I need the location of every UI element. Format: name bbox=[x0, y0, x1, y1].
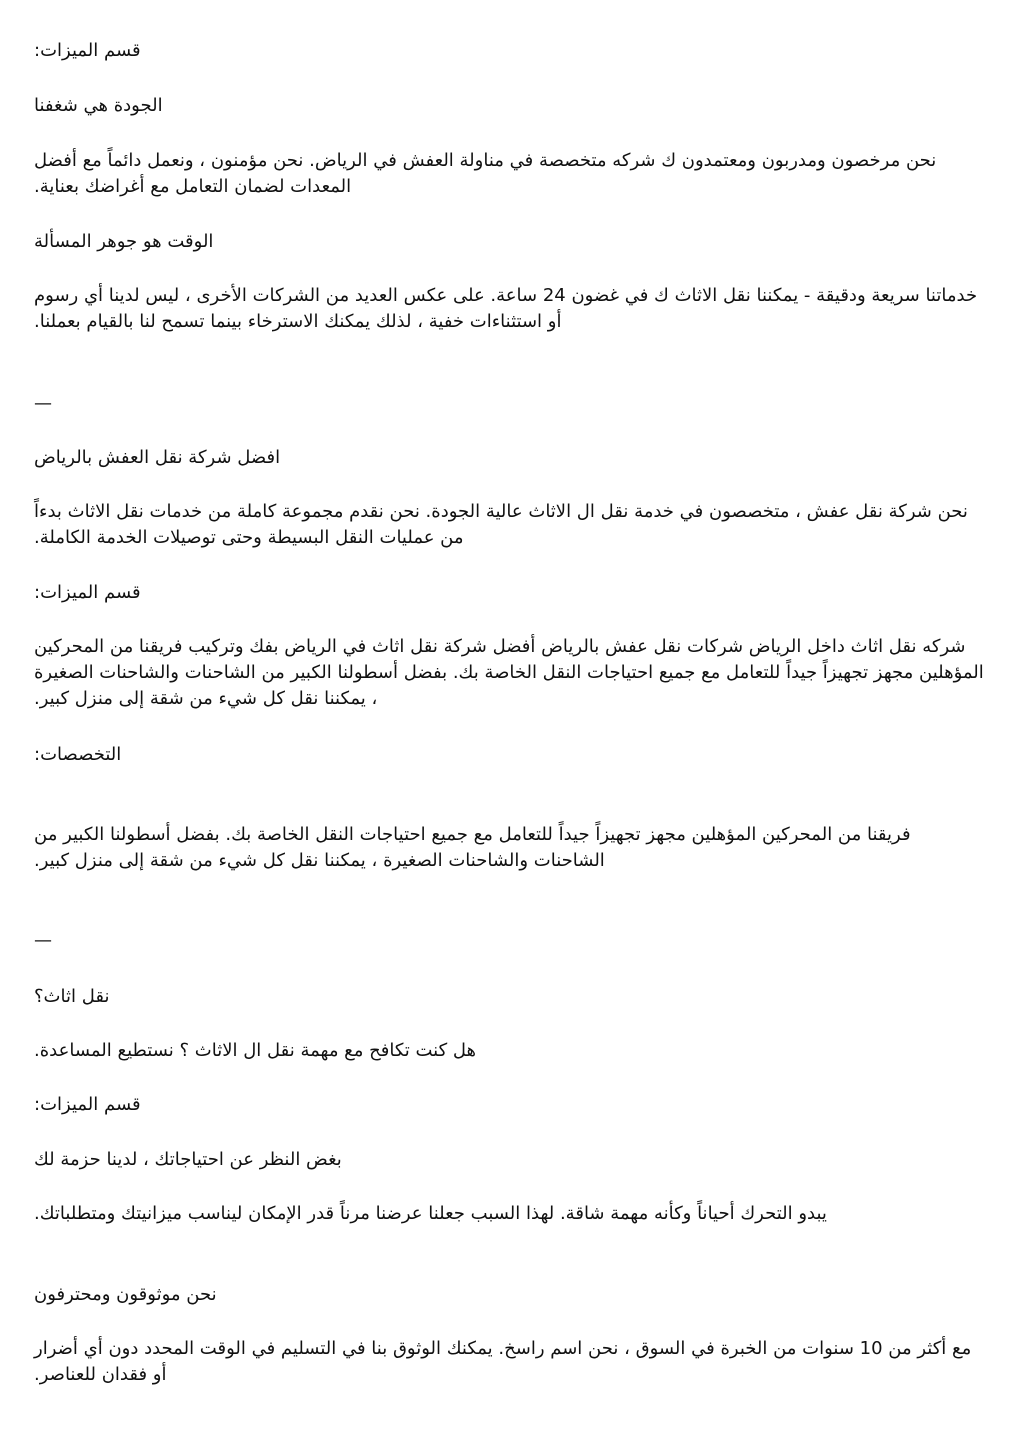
paragraph-best-company: نحن شركة نقل عفش ، متخصصون في خدمة نقل ال الاثاث عالية الجودة. نحن نقدم مجموعة كاملة من خدمات نقل الاثاث بدءاً من عمليات النقل البسيطة وحتى توصيلات الخدمة الكاملة. bbox=[34, 501, 968, 548]
section-label-features: قسم الميزات: bbox=[34, 582, 141, 603]
section-label-features: قسم الميزات: bbox=[34, 1094, 141, 1115]
paragraph-moving-riyadh: شركه نقل اثاث داخل الرياض شركات نقل عفش بالرياض أفضل شركة نقل اثاث في الرياض بفك وتركيب فريقنا من المحركين المؤهلين مجهز تجهيزاً جيداً للتعامل مع جميع احتياجات النقل الخاصة بك. بفضل أسطولنا الكبير من الشاحنات والشاحنات الصغيرة ، يمكننا نقل كل شيء من شقة إلى منزل كبير. bbox=[34, 636, 984, 709]
section-label-features: قسم الميزات: bbox=[34, 40, 141, 61]
heading-quality: الجودة هي شغفنا bbox=[34, 95, 163, 116]
heading-packages: بغض النظر عن احتياجاتك ، لدينا حزمة لك bbox=[34, 1149, 342, 1170]
heading-best-company: افضل شركة نقل العفش بالرياض bbox=[34, 447, 281, 468]
heading-trusted: نحن موثوقون ومحترفون bbox=[34, 1284, 217, 1305]
separator: — bbox=[34, 930, 52, 951]
separator: — bbox=[34, 393, 52, 414]
heading-time: الوقت هو جوهر المسألة bbox=[34, 231, 214, 252]
paragraph-experience: مع أكثر من 10 سنوات من الخبرة في السوق ، نحن اسم راسخ. يمكنك الوثوق بنا في التسليم في الوقت المحدد دون أي أضرار أو فقدان للعناصر. bbox=[34, 1338, 972, 1385]
heading-move-furniture: نقل اثاث؟ bbox=[34, 986, 110, 1007]
paragraph-time: خدماتنا سريعة ودقيقة - يمكننا نقل الاثاث ك في غضون 24 ساعة. على عكس العديد من الشركات الأخرى ، ليس لدينا أي رسوم أو استثناءات خفية ، لذلك يمكنك الاسترخاء بينما تسمح لنا بالقيام بعملنا. bbox=[34, 285, 978, 332]
paragraph-flexible: يبدو التحرك أحياناً وكأنه مهمة شاقة. لهذا السبب جعلنا عرضنا مرناً قدر الإمكان ليناسب ميزانيتك ومتطلباتك. bbox=[34, 1203, 827, 1224]
heading-specialties: التخصصات: bbox=[34, 744, 122, 765]
paragraph-specialties: فريقنا من المحركين المؤهلين مجهز تجهيزاً جيداً للتعامل مع جميع احتياجات النقل الخاصة بك. بفضل أسطولنا الكبير من الشاحنات والشاحنات الصغيرة ، يمكننا نقل كل شيء من شقة إلى منزل كبير. bbox=[34, 824, 911, 871]
paragraph-help: هل كنت تكافح مع مهمة نقل ال الاثاث ؟ نستطيع المساعدة. bbox=[34, 1040, 477, 1061]
paragraph-quality: نحن مرخصون ومدربون ومعتمدون ك شركه متخصصة في مناولة العفش في الرياض. نحن مؤمنون ، ونعمل دائماً مع أفضل المعدات لضمان التعامل مع أغراضك بعناية. bbox=[34, 150, 937, 197]
